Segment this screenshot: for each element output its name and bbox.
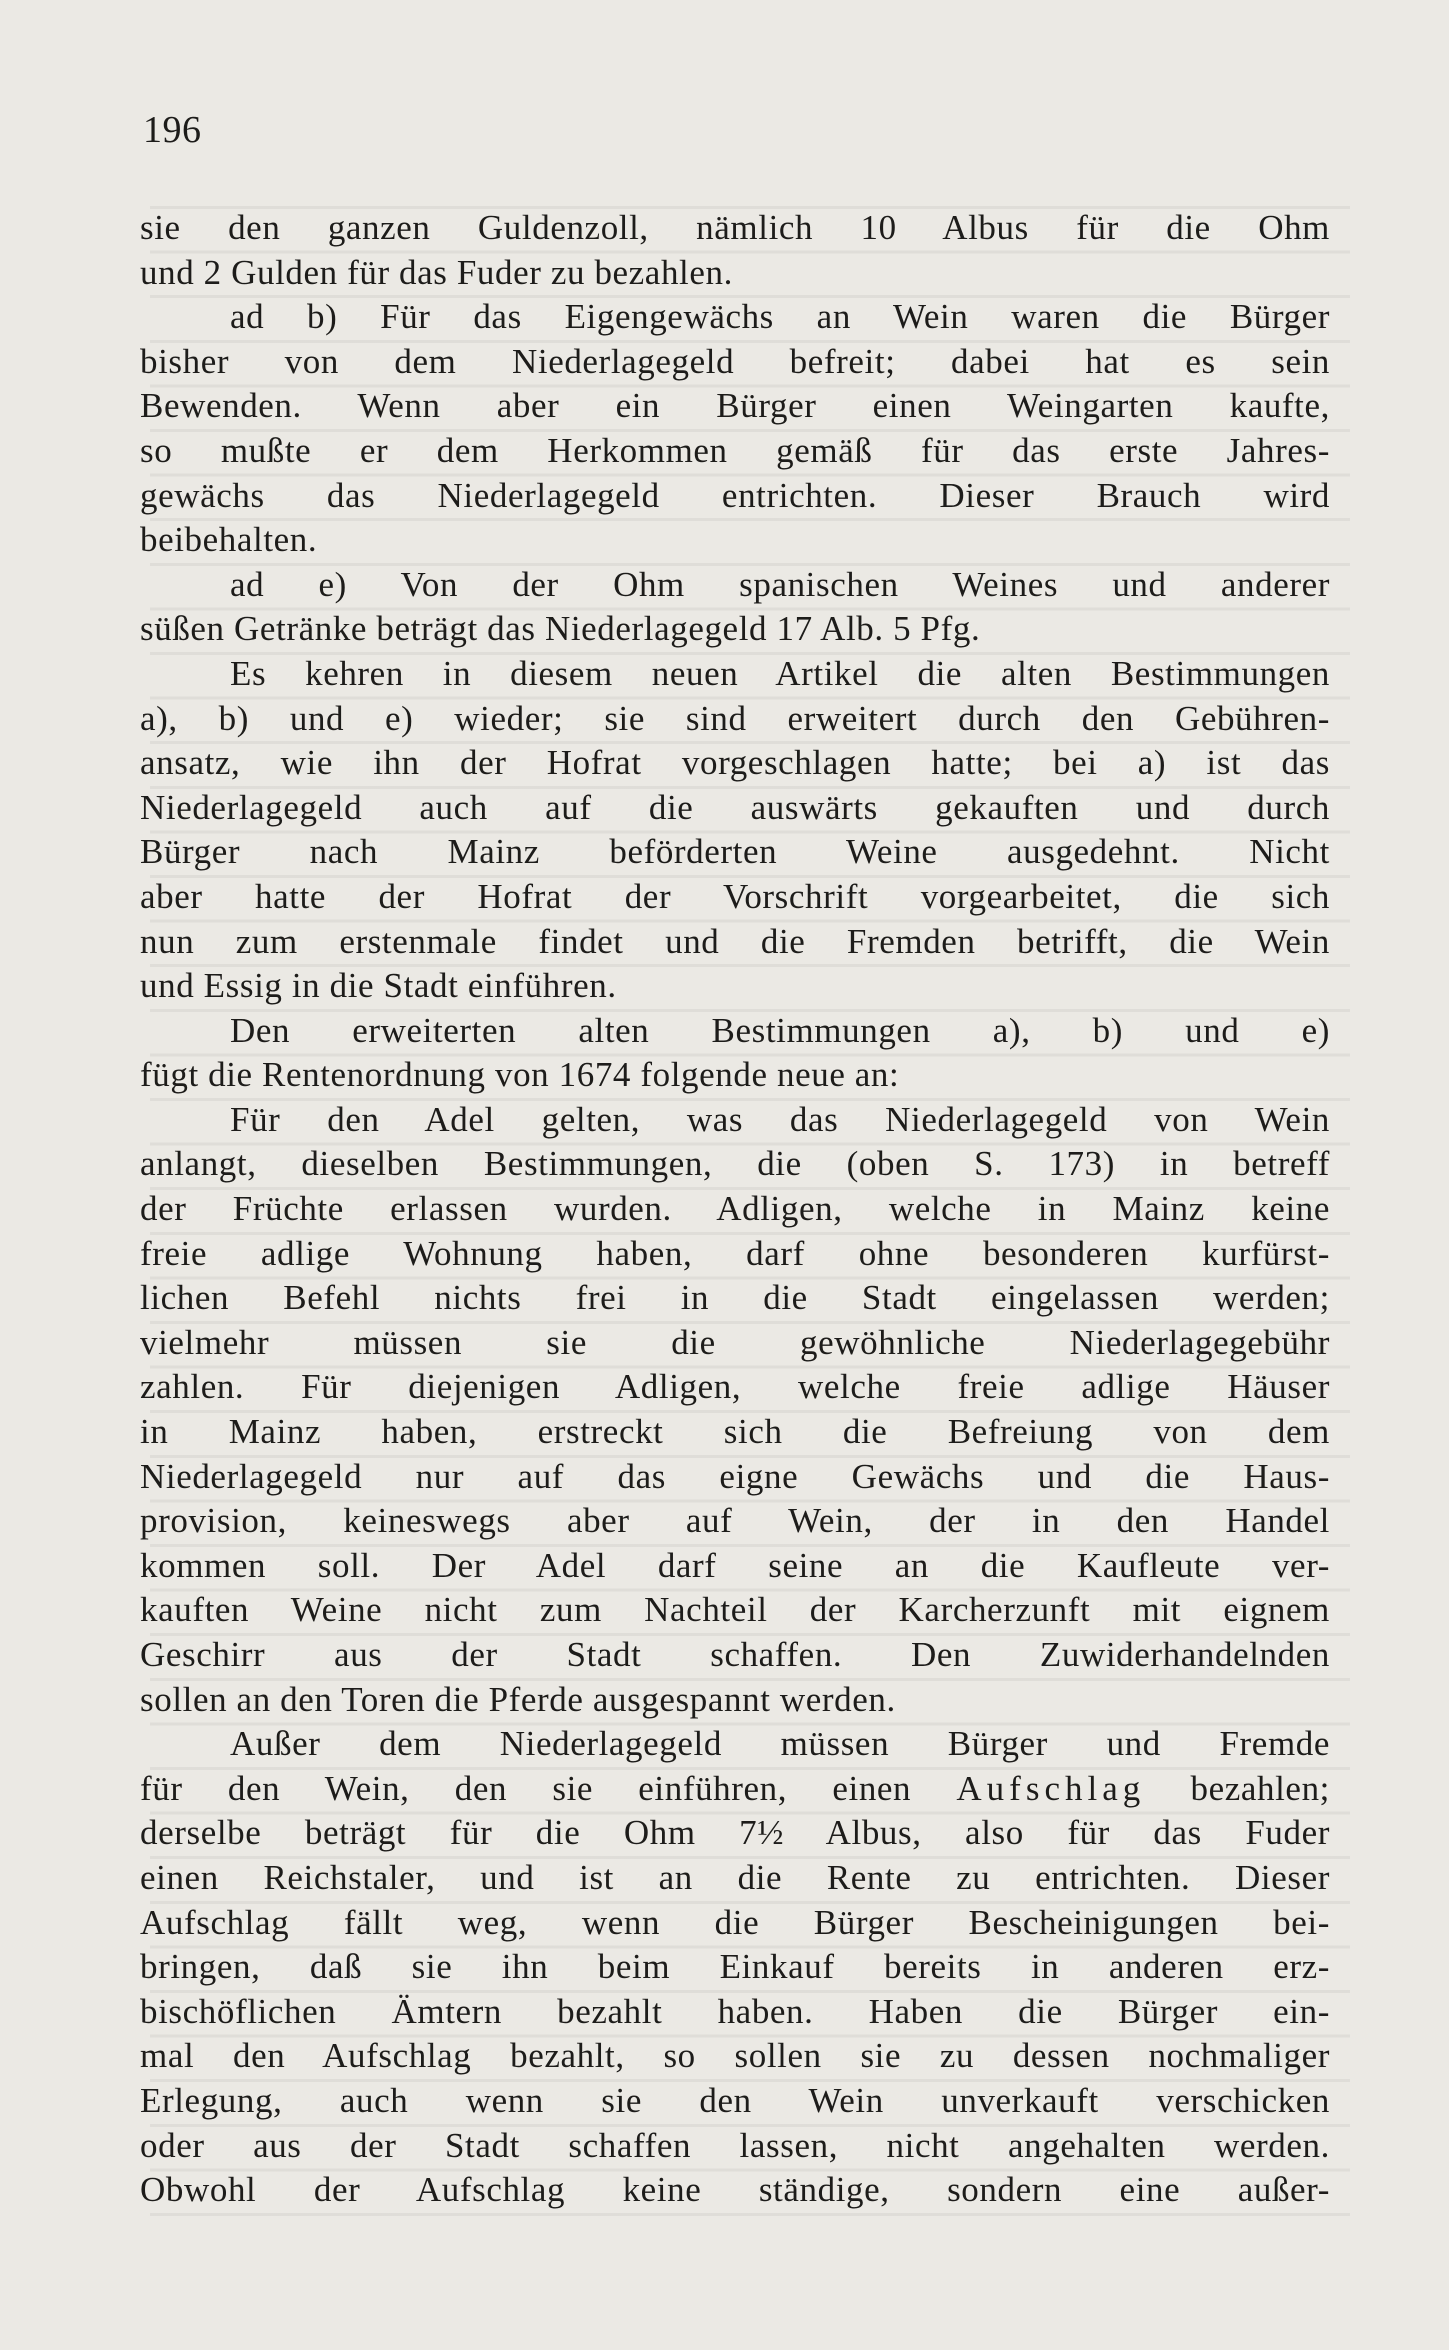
text-line: Erlegung, auch wenn sie den Wein unverkauft verschicken	[140, 2080, 1330, 2120]
text-line: mal den Aufschlag bezahlt, so sollen sie zu dessen nochmaliger	[140, 2036, 1330, 2076]
text-line: ad e) Von der Ohm spanischen Weines und anderer	[230, 564, 1330, 604]
text-line: der Früchte erlassen wurden. Adligen, welche in Mainz keine	[140, 1189, 1330, 1229]
text-line: in Mainz haben, erstreckt sich die Befreiung von dem	[140, 1412, 1330, 1452]
text-line: Es kehren in diesem neuen Artikel die alten Bestimmungen	[230, 653, 1330, 693]
text-line: sollen an den Toren die Pferde ausgespannt werden.	[140, 1679, 896, 1719]
text-line: und 2 Gulden für das Fuder zu bezahlen.	[140, 252, 733, 292]
text-line: gewächs das Niederlagegeld entrichten. Dieser Brauch wird	[140, 475, 1330, 515]
text-line	[140, 1767, 1330, 1812]
text-line: lichen Befehl nichts frei in die Stadt eingelassen werden;	[140, 1278, 1330, 1318]
spaced-emphasis: Aufschlag	[956, 1768, 1146, 1808]
text-line: Für den Adel gelten, was das Niederlagegeld von Wein	[230, 1099, 1330, 1139]
text-line: bisher von dem Niederlagegeld befreit; dabei hat es sein	[140, 341, 1330, 381]
text-line: provision, keineswegs aber auf Wein, der in den Handel	[140, 1501, 1330, 1541]
text-line: Bürger nach Mainz beförderten Weine ausgedehnt. Nicht	[140, 832, 1330, 872]
text-line: und Essig in die Stadt einführen.	[140, 966, 617, 1006]
text-line: fügt die Rentenordnung von 1674 folgende neue an:	[140, 1055, 900, 1095]
text-line: beibehalten.	[140, 520, 318, 560]
text-line: derselbe beträgt für die Ohm 7½ Albus, also für das Fuder	[140, 1813, 1330, 1853]
text-line: Geschirr aus der Stadt schaffen. Den Zuwiderhandelnden	[140, 1635, 1330, 1674]
text-line: Aufschlag fällt weg, wenn die Bürger Bescheinigungen bei-	[140, 1902, 1330, 1942]
text-line: ad b) Für das Eigengewächs an Wein waren die Bürger	[230, 297, 1330, 337]
text-line: bringen, daß sie ihn beim Einkauf bereits in anderen erz-	[140, 1947, 1330, 1987]
text-line: so mußte er dem Herkommen gemäß für das erste Jahres-	[140, 430, 1330, 470]
text-line: ansatz, wie ihn der Hofrat vorgeschlagen hatte; bei a) ist das	[140, 743, 1330, 783]
text-line: einen Reichstaler, und ist an die Rente zu entrichten. Dieser	[140, 1857, 1330, 1897]
text-line: Niederlagegeld auch auf die auswärts gekauften und durch	[140, 787, 1330, 827]
text-line: kauften Weine nicht zum Nachteil der Karcherzunft mit eignem	[140, 1590, 1330, 1630]
text-line: freie adlige Wohnung haben, darf ohne besonderen kurfürst-	[140, 1233, 1330, 1273]
text-line: kommen soll. Der Adel darf seine an die Kaufleute ver-	[140, 1545, 1330, 1585]
text-line: Bewenden. Wenn aber ein Bürger einen Weingarten kaufte,	[140, 386, 1330, 426]
text-line: bischöflichen Ämtern bezahlt haben. Haben die Bürger ein-	[140, 1991, 1330, 2031]
text-segment: bezahlen;	[1145, 1768, 1330, 1808]
body-text	[140, 206, 1330, 2213]
text-line: Niederlagegeld nur auf das eigne Gewächs und die Haus-	[140, 1456, 1330, 1496]
text-line: oder aus der Stadt schaffen lassen, nicht angehalten werden.	[140, 2125, 1330, 2165]
text-line: zahlen. Für diejenigen Adligen, welche freie adlige Häuser	[140, 1367, 1330, 1407]
text-line: Obwohl der Aufschlag keine ständige, sondern eine außer-	[140, 2170, 1330, 2210]
text-line: a), b) und e) wieder; sie sind erweitert durch den Gebühren-	[140, 698, 1330, 738]
page-number: 196	[143, 109, 202, 151]
text-line: anlangt, dieselben Bestimmungen, die (oben S. 173) in betreff	[140, 1144, 1330, 1184]
text-line: nun zum erstenmale findet und die Fremden betrifft, die Wein	[140, 921, 1330, 961]
text-line: vielmehr müssen sie die gewöhnliche Niederlagegebühr	[140, 1322, 1330, 1362]
text-line: aber hatte der Hofrat der Vorschrift vorgearbeitet, die sich	[140, 876, 1330, 916]
text-segment: für den Wein, den sie einführen, einen	[140, 1768, 957, 1808]
text-line: süßen Getränke beträgt das Niederlagegeld 17 Alb. 5 Pfg.	[140, 609, 981, 649]
text-line: Außer dem Niederlagegeld müssen Bürger und Fremde	[230, 1724, 1330, 1764]
text-line: sie den ganzen Guldenzoll, nämlich 10 Albus für die Ohm	[140, 208, 1330, 247]
text-line: Den erweiterten alten Bestimmungen a), b) und e)	[230, 1010, 1330, 1050]
